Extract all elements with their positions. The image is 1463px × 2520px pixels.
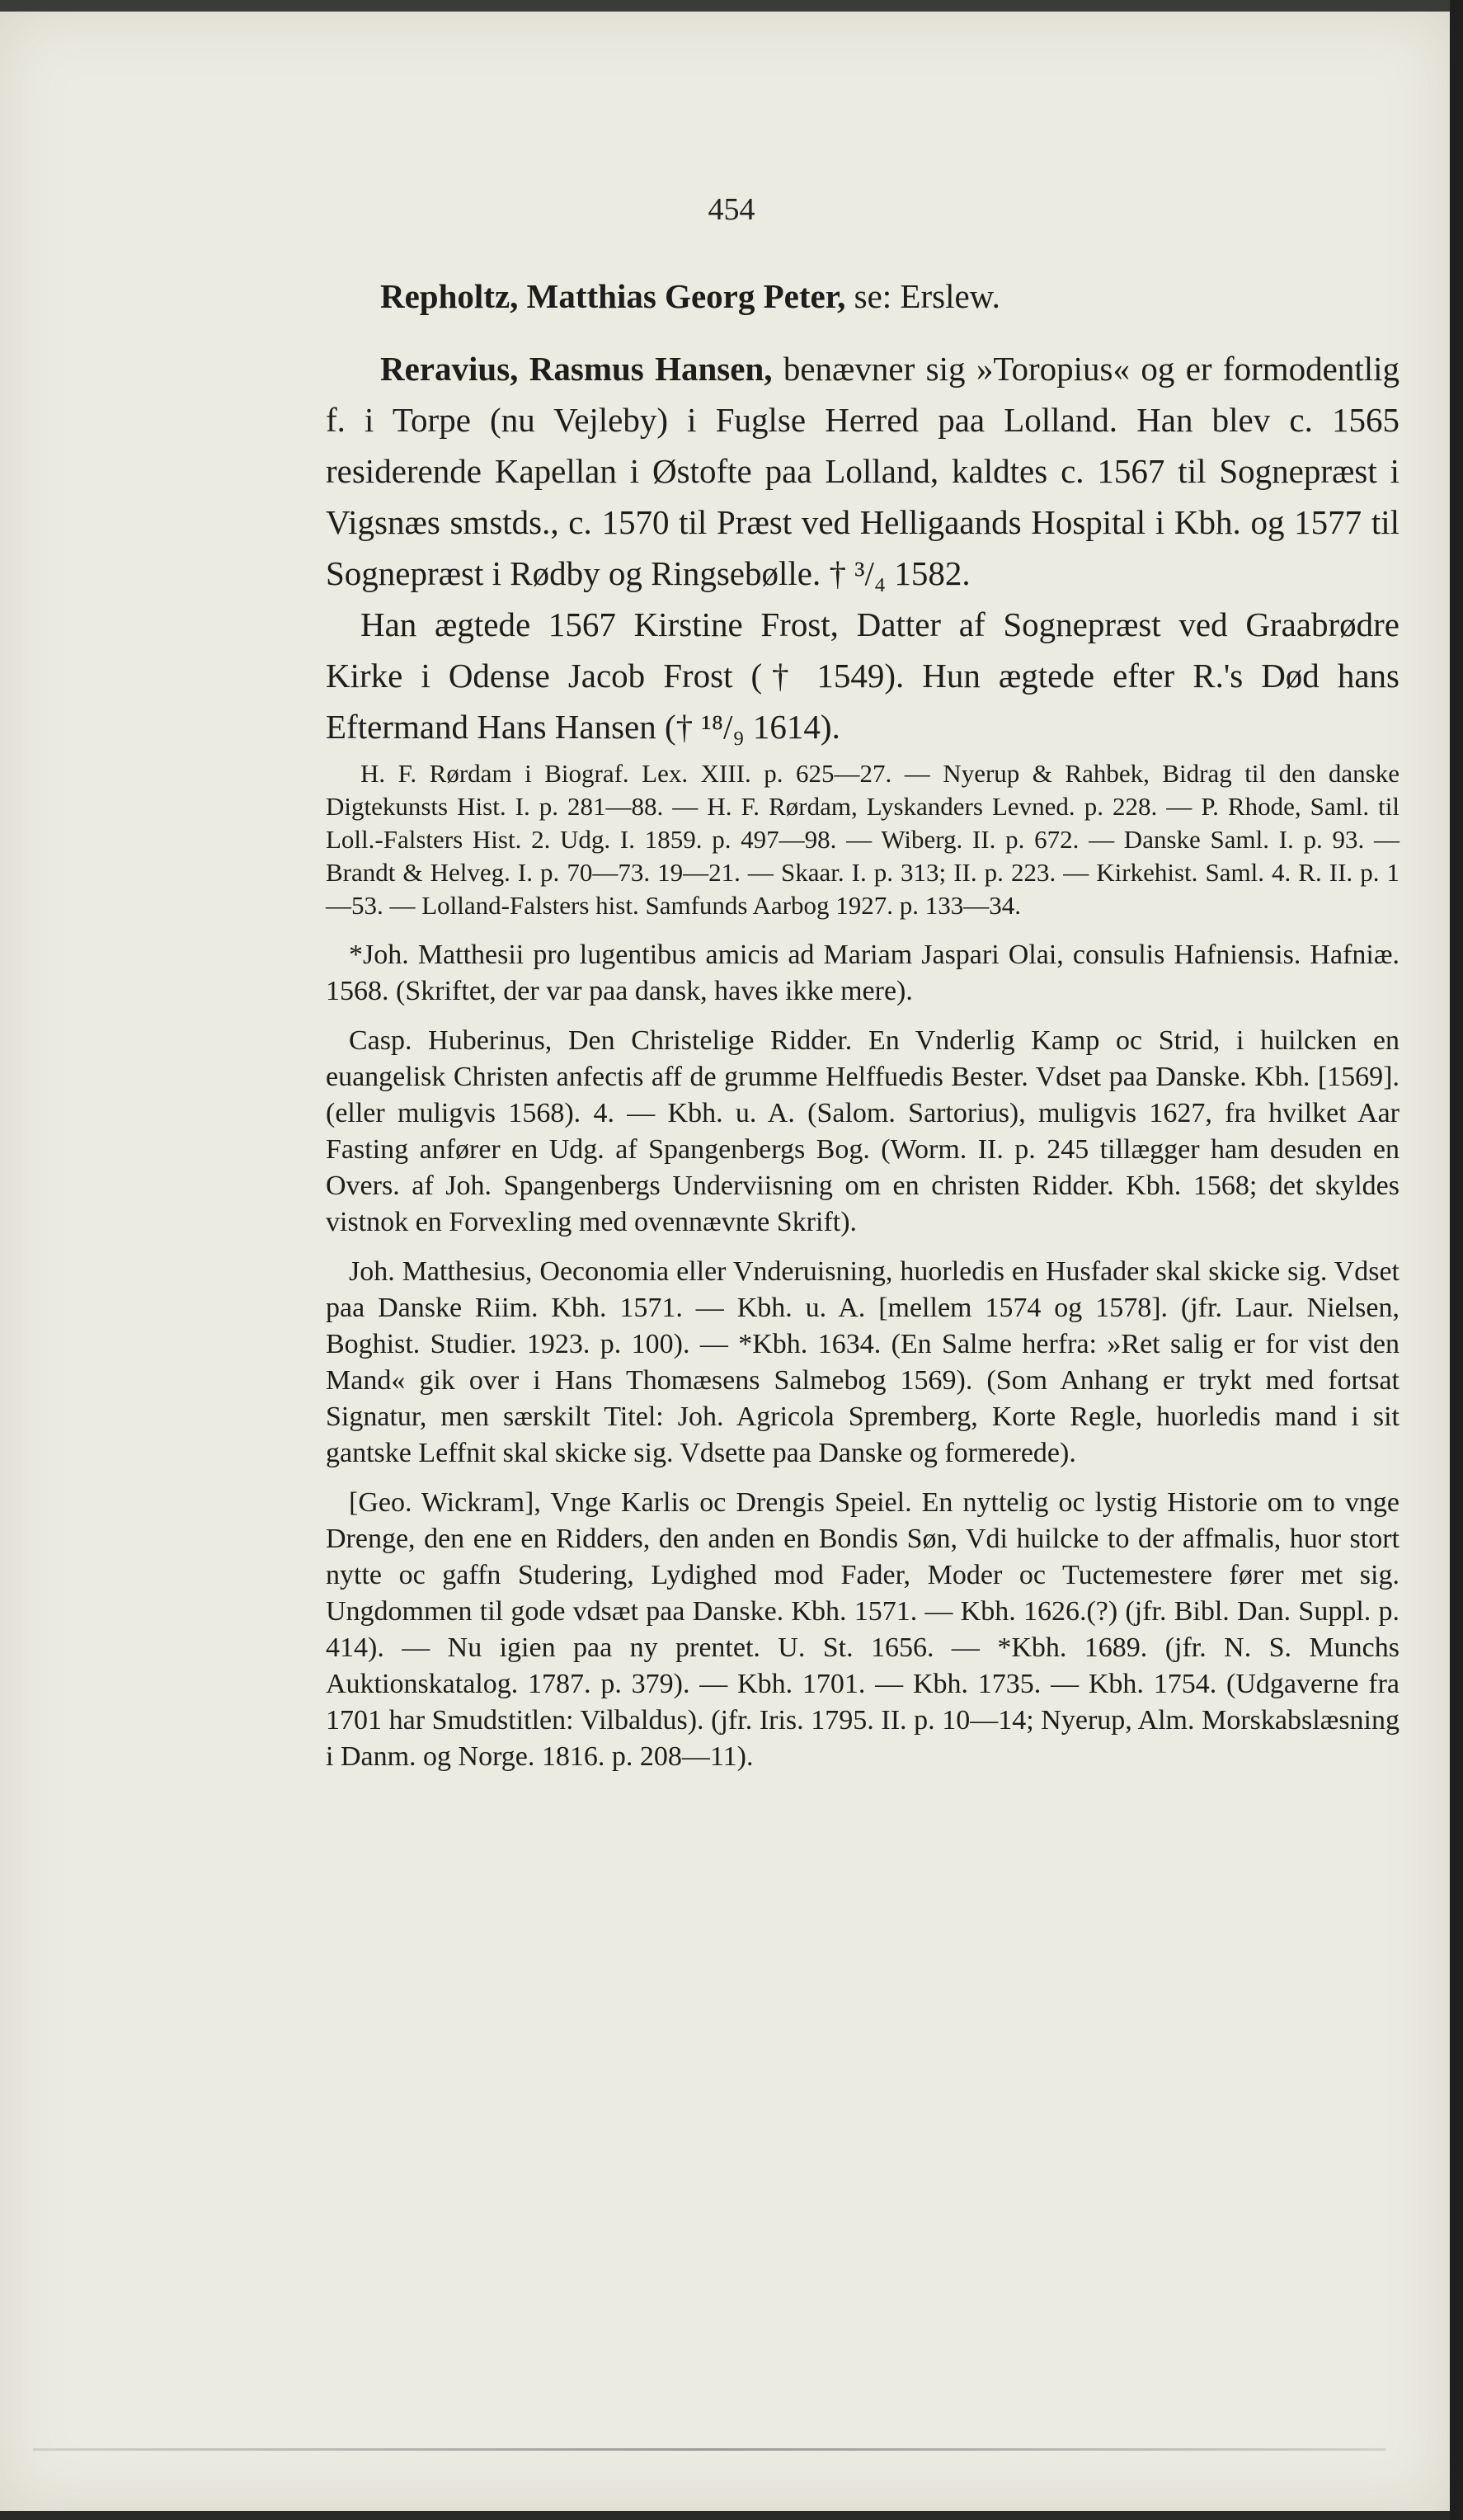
page-number: 454 — [708, 192, 755, 227]
page-content — [326, 271, 1399, 1788]
entry-heading: Repholtz, Matthias Georg Peter, — [380, 277, 846, 315]
entry-heading: Reravius, Rasmus Hansen, — [380, 350, 773, 388]
entry-text: se: Erslew. — [845, 277, 1000, 315]
bibliography-item: Joh. Matthesius, Oeconomia eller Vnderuisning, huorledis en Husfader skal skicke sig. Vdset paa Danske Riim. Kbh. 1571. — Kbh. u. A. [mellem 1574 og 1578]. (jfr. Laur. Nielsen, Boghist. Studier. 1923. p. 100). — *Kbh. 1634. (En Salme herfra: »Ret salig er for vist den Mand« gik over i Hans Thomæsens Salmebog 1569). (Som Anhang er trykt med fortsat Signatur, men særskilt Titel: Joh. Agricola Spremberg, Korte Regle, huorledis mand i sit gantske Leffnit skal skicke sig. Vdsette paa Danske og formerede). — [326, 1256, 1399, 1468]
entry-reravius — [326, 343, 1399, 599]
bibliography-item: Casp. Huberinus, Den Christelige Ridder. En Vnderlig Kamp oc Strid, i huilcken en euangelisk Christen anfectis aff de grumme Helffuedis Bester. Vdset paa Danske. Kbh. [1569]. (eller muligvis 1568). 4. — Kbh. u. A. (Salom. Sartorius), muligvis 1627, fra hvilket Aar Fasting anfører en Udg. af Spangenbergs Bog. (Worm. II. p. 245 tillægger ham desuden en Overs. af Joh. Spangenbergs Underviisning om en christen Ridder. Kbh. 1568; det skyldes vistnok en Forvexling med ovennævnte Skrift). — [326, 1025, 1399, 1237]
bibliography-item: *Joh. Matthesii pro lugentibus amicis ad Mariam Jaspari Olai, consulis Hafniensis. Hafniæ. 1568. (Skriftet, der var paa dansk, haves ikke mere). — [326, 940, 1399, 1006]
page-bottom-rule — [33, 2448, 1385, 2451]
scan-top-edge — [0, 0, 1463, 12]
bibliography-item: [Geo. Wickram], Vnge Karlis oc Drengis Speiel. En nyttelig oc lystig Historie om to vnge Drenge, den ene en Ridders, den anden en Bondis Søn, Vdi huilcke to der affmalis, huor stort nytte oc gaffn Studering, Lydighed mod Fader, Moder oc Tuctemestere fører met sig. Ungdommen til gode vdsæt paa Danske. Kbh. 1571. — Kbh. 1626.(?) (jfr. Bibl. Dan. Suppl. p. 414). — Nu igien paa ny prentet. U. St. 1656. — *Kbh. 1689. (jfr. N. S. Munchs Auktionskatalog. 1787. p. 379). — Kbh. 1701. — Kbh. 1735. — Kbh. 1754. (Udgaverne fra 1701 har Smudstitlen: Vilbaldus). (jfr. Iris. 1795. II. p. 10—14; Nyerup, Alm. Morskabslæsning i Danm. og Norge. 1816. p. 208—11). — [326, 1487, 1399, 1772]
references: H. F. Rørdam i Biograf. Lex. XIII. p. 625—27. — Nyerup & Rahbek, Bidrag til den danske Digtekunsts Hist. I. p. 281—88. — H. F. Rørdam, Lyskanders Levned. p. 228. — P. Rhode, Saml. til Loll.-Falsters Hist. 2. Udg. I. 1859. p. 497—98. — Wiberg. II. p. 672. — Danske Saml. I. p. 93. — Brandt & Helveg. I. p. 70—73. 19—21. — Skaar. I. p. 313; II. p. 223. — Kirkehist. Saml. 4. R. II. p. 1—53. — Lolland-Falsters hist. Samfunds Aarbog 1927. p. 133—34. — [326, 759, 1399, 920]
scan-right-edge — [1450, 0, 1463, 2520]
entry-repholtz — [326, 271, 1399, 322]
entry-text: benævner sig »Toropius« og er formodentlig f. i Torpe (nu Vejleby) i Fuglse Herred paa Lolland. Han blev c. 1565 residerende Kapellan i Østofte paa Lolland, kaldtes c. 1567 til Sognepræst i Vigsnæs smstds., c. 1570 til Præst ved Helligaands Hospital i Kbh. og 1577 til Sognepræst i Rødby og Ringsebølle. † ³/₄ 1582. — [326, 350, 1399, 592]
biography-paragraph: Han ægtede 1567 Kirstine Frost, Datter af Sognepræst ved Graabrødre Kirke i Odense Jacob Frost († 1549). Hun ægtede efter R.'s Død hans Eftermand Hans Hansen († ¹⁸/₉ 1614). — [326, 605, 1399, 746]
